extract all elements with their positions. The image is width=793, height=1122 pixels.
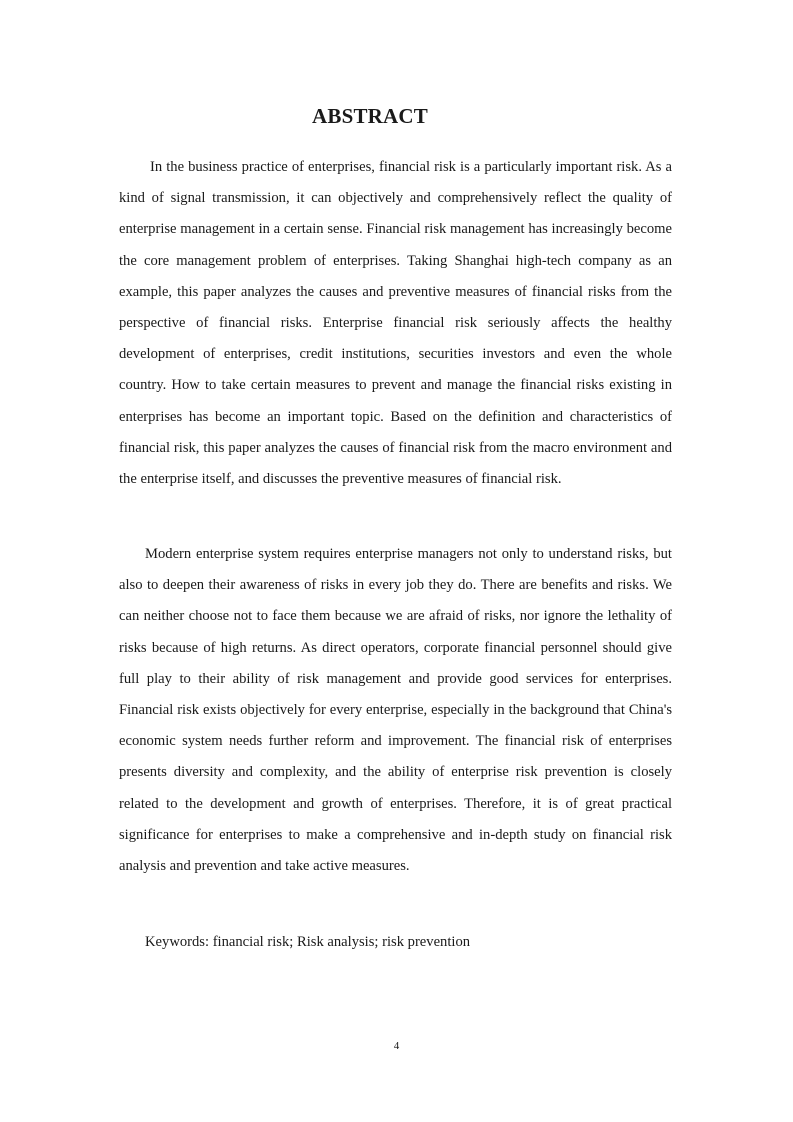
abstract-paragraph-1: In the business practice of enterprises, financial risk is a particularly important risk. As a kind of signal transmission, it can objectively and comprehensively reflect the quality of enterprise management in a certain sense. Financial risk management has increasingly become the core management problem of enterprises. Taking Shanghai high-tech company as an example, this paper analyzes the causes and preventive measures of financial risks from the perspective of financial risks. Enterprise financial risk seriously affects the healthy development of enterprises, credit institutions, securities investors and even the whole country. How to take certain measures to prevent and manage the financial risks existing in enterprises has become an important topic. Based on the definition and characteristics of financial risk, this paper analyzes the causes of financial risk from the macro environment and the enterprise itself, and discusses the preventive measures of financial risk. xyxy=(119,159,672,488)
keywords-line: Keywords: financial risk; Risk analysis; risk prevention xyxy=(145,934,471,950)
page-number: 4 xyxy=(393,1040,400,1052)
abstract-title: ABSTRACT xyxy=(312,104,428,128)
abstract-paragraph-2: Modern enterprise system requires enterprise managers not only to understand risks, but also to deepen their awareness of risks in every job they do. There are benefits and risks. We can neither choose not to face them because we are afraid of risks, nor ignore the lethality of risks because of high returns. As direct operators, corporate financial personnel should give full play to their ability of risk management and provide good services for enterprises. Financial risk exists objectively for every enterprise, especially in the background that China's economic system needs further reform and improvement. The financial risk of enterprises presents diversity and complexity, and the ability of enterprise risk prevention is closely related to the development and growth of enterprises. Therefore, it is of great practical significance for enterprises to make a comprehensive and in-depth study on financial risk analysis and prevention and take active measures. xyxy=(119,546,672,875)
